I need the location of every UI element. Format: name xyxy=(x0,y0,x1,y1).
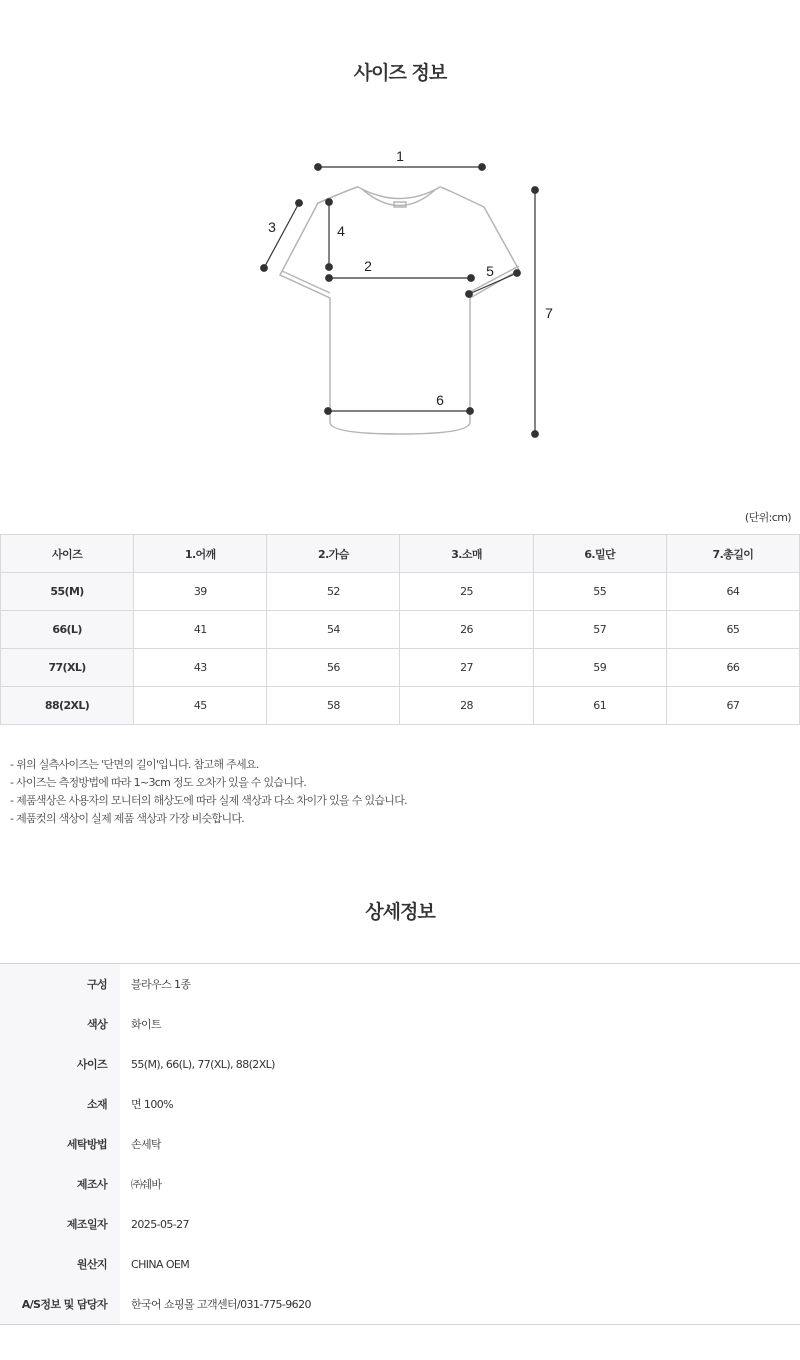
detail-label: 세탁방법 xyxy=(0,1124,120,1164)
detail-label: 사이즈 xyxy=(0,1044,120,1084)
table-cell: 66 xyxy=(666,649,799,687)
table-cell: 43 xyxy=(134,649,267,687)
detail-row xyxy=(0,1204,800,1244)
note-item: - 위의 실측사이즈는 '단면의 길이'입니다. 참고해 주세요. xyxy=(10,758,259,771)
dim-label-1: 1 xyxy=(396,148,404,164)
note-item: - 사이즈는 측정방법에 따라 1~3cm 정도 오차가 있을 수 있습니다. xyxy=(10,776,307,789)
table-cell: 28 xyxy=(400,687,533,725)
detail-info-title: 상세정보 xyxy=(365,901,435,923)
table-row xyxy=(1,573,800,611)
detail-label: 색상 xyxy=(0,1004,120,1044)
dim-line-3 xyxy=(264,203,299,268)
detail-value: 블라우스 1종 xyxy=(131,978,191,991)
detail-value: 면 100% xyxy=(131,1098,173,1111)
detail-row xyxy=(0,1004,800,1044)
detail-value: ㈜쉐바 xyxy=(131,1178,162,1191)
table-cell: 41 xyxy=(134,611,267,649)
table-cell: 27 xyxy=(400,649,533,687)
size-info-title: 사이즈 정보 xyxy=(353,62,447,84)
detail-label: 소재 xyxy=(0,1084,120,1124)
table-cell: 61 xyxy=(533,687,666,725)
unit-note: (단위:cm) xyxy=(744,511,791,524)
table-cell: 26 xyxy=(400,611,533,649)
dim-label-2: 2 xyxy=(364,258,372,274)
header-total-length: 7.총길이 xyxy=(666,535,799,573)
detail-value: 한국어 쇼핑몰 고객센터/031-775-9620 xyxy=(131,1298,311,1311)
table-cell: 25 xyxy=(400,573,533,611)
tshirt-size-diagram xyxy=(240,140,580,450)
size-table-header-row xyxy=(1,535,800,573)
table-cell: 57 xyxy=(533,611,666,649)
detail-value: 손세탁 xyxy=(131,1138,162,1151)
header-hem: 6.밑단 xyxy=(533,535,666,573)
table-cell: 58 xyxy=(267,687,400,725)
header-size: 사이즈 xyxy=(1,535,134,573)
detail-label: 구성 xyxy=(0,964,120,1005)
tshirt-outline xyxy=(280,187,519,434)
header-shoulder: 1.어깨 xyxy=(134,535,267,573)
detail-value: 2025-05-27 xyxy=(131,1217,189,1231)
detail-label: 제조사 xyxy=(0,1164,120,1204)
detail-value: CHINA OEM xyxy=(131,1257,190,1271)
table-cell: 65 xyxy=(666,611,799,649)
header-chest: 2.가슴 xyxy=(267,535,400,573)
dim-label-3: 3 xyxy=(268,219,276,235)
table-cell: 45 xyxy=(134,687,267,725)
detail-row xyxy=(0,964,800,1005)
dim-label-5: 5 xyxy=(486,263,494,279)
detail-row xyxy=(0,1084,800,1124)
header-sleeve: 3.소매 xyxy=(400,535,533,573)
detail-table xyxy=(0,963,800,1325)
table-cell: 67 xyxy=(666,687,799,725)
detail-value: 55(M), 66(L), 77(XL), 88(2XL) xyxy=(131,1057,275,1071)
detail-row xyxy=(0,1244,800,1284)
size-cell: 55(M) xyxy=(1,573,134,611)
detail-row xyxy=(0,1284,800,1325)
table-cell: 54 xyxy=(267,611,400,649)
note-item: - 제품컷의 색상이 실제 제품 색상과 가장 비슷합니다. xyxy=(10,812,245,825)
detail-label: 원산지 xyxy=(0,1244,120,1284)
size-cell: 66(L) xyxy=(1,611,134,649)
size-cell: 77(XL) xyxy=(1,649,134,687)
table-cell: 56 xyxy=(267,649,400,687)
detail-row xyxy=(0,1124,800,1164)
table-row xyxy=(1,611,800,649)
table-cell: 52 xyxy=(267,573,400,611)
table-row xyxy=(1,649,800,687)
detail-row xyxy=(0,1164,800,1204)
dim-label-4: 4 xyxy=(337,223,345,239)
table-cell: 59 xyxy=(533,649,666,687)
detail-row xyxy=(0,1044,800,1084)
detail-label: A/S정보 및 담당자 xyxy=(0,1284,120,1325)
measurement-notes xyxy=(10,756,407,828)
size-cell: 88(2XL) xyxy=(1,687,134,725)
detail-value: 화이트 xyxy=(131,1018,162,1031)
dim-label-7: 7 xyxy=(545,305,553,321)
detail-label: 제조일자 xyxy=(0,1204,120,1244)
table-row xyxy=(1,687,800,725)
size-table xyxy=(0,534,800,725)
table-cell: 64 xyxy=(666,573,799,611)
dim-label-6: 6 xyxy=(436,392,444,408)
table-cell: 39 xyxy=(134,573,267,611)
table-cell: 55 xyxy=(533,573,666,611)
note-item: - 제품색상은 사용자의 모니터의 해상도에 따라 실제 색상과 다소 차이가 있을 수 있습니다. xyxy=(10,794,407,807)
